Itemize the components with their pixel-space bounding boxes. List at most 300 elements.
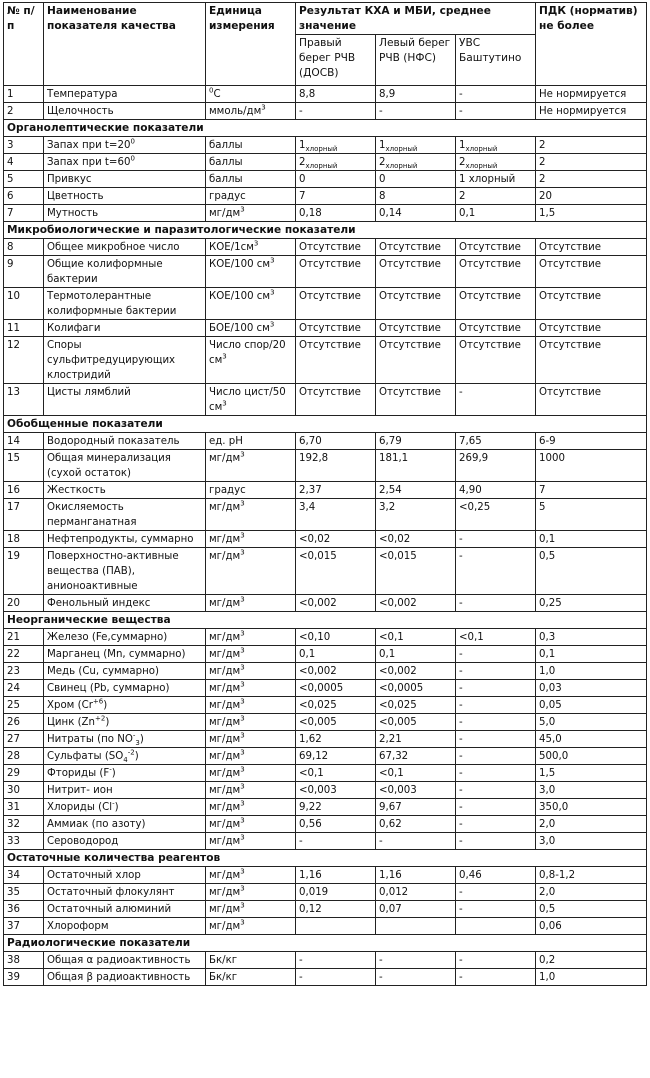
cell-indicator-name: Марганец (Mn, суммарно) [44,646,206,663]
cell-uvs [456,918,536,935]
cell-indicator-name: Остаточный флокулянт [44,884,206,901]
cell-right-bank: <0,025 [296,697,376,714]
cell-number: 11 [4,320,44,337]
cell-unit: $мг/дм^3$ [206,765,296,782]
table-row [4,782,647,799]
table-row [4,86,647,103]
cell-uvs: <0,1 [456,629,536,646]
cell-right-bank: 3,4 [296,499,376,531]
cell-pdk: 0,5 [536,548,647,595]
cell-right-bank: 9,22 [296,799,376,816]
table-row [4,205,647,222]
cell-pdk: 2 [536,171,647,188]
cell-uvs: - [456,531,536,548]
cell-right-bank: Отсутствие [296,256,376,288]
cell-left-bank: - [376,833,456,850]
cell-uvs: - [456,782,536,799]
cell-right-bank: <0,02 [296,531,376,548]
cell-uvs: - [456,86,536,103]
table-row [4,867,647,884]
cell-pdk: 1000 [536,450,647,482]
cell-uvs: - [456,765,536,782]
cell-number: 16 [4,482,44,499]
table-row [4,765,647,782]
cell-unit: $мг/дм^3$ [206,450,296,482]
table-row [4,103,647,120]
cell-unit: Бк/кг [206,969,296,986]
cell-unit: $мг/дм^3$ [206,799,296,816]
cell-uvs: 1 хлорный [456,171,536,188]
cell-indicator-name: Щелочность [44,103,206,120]
cell-unit: баллы [206,171,296,188]
cell-indicator-name: Аммиак (по азоту) [44,816,206,833]
cell-left-bank: 0,14 [376,205,456,222]
cell-right-bank: Отсутствие [296,239,376,256]
cell-number: 26 [4,714,44,731]
header-pdk: ПДК (норматив) не более [536,3,647,86]
cell-right-bank: 0,1 [296,646,376,663]
table-row [4,499,647,531]
cell-left-bank: <0,015 [376,548,456,595]
table-row [4,154,647,171]
water-quality-table [3,2,647,986]
table-row [4,595,647,612]
cell-right-bank: <0,003 [296,782,376,799]
table-row [4,629,647,646]
cell-right-bank: 1,16 [296,867,376,884]
table-row [4,816,647,833]
section-row [4,416,647,433]
table-header [4,3,647,86]
cell-unit: $мг/дм^3$ [206,714,296,731]
cell-left-bank: 0,62 [376,816,456,833]
cell-right-bank: $1_{хлорный}$ [296,137,376,154]
cell-number: 37 [4,918,44,935]
cell-number: 14 [4,433,44,450]
cell-indicator-name: Медь (Cu, суммарно) [44,663,206,680]
cell-unit: $мг/дм^3$ [206,680,296,697]
table-row [4,969,647,986]
cell-left-bank: 2,54 [376,482,456,499]
cell-pdk: 0,1 [536,531,647,548]
cell-right-bank: 1,62 [296,731,376,748]
cell-pdk: 0,05 [536,697,647,714]
section-title: Обобщенные показатели [4,416,647,433]
cell-number: 10 [4,288,44,320]
cell-right-bank: 0,56 [296,816,376,833]
cell-indicator-name: Температура [44,86,206,103]
cell-left-bank: Отсутствие [376,337,456,384]
cell-left-bank: 8,9 [376,86,456,103]
cell-uvs: - [456,833,536,850]
cell-indicator-name: Общая α радиоактивность [44,952,206,969]
cell-right-bank [296,918,376,935]
table-row [4,188,647,205]
cell-pdk: 2,0 [536,816,647,833]
cell-indicator-name: Хлориды (Cl-) [44,799,206,816]
cell-number: 32 [4,816,44,833]
cell-uvs: Отсутствие [456,320,536,337]
cell-right-bank: <0,10 [296,629,376,646]
cell-left-bank: Отсутствие [376,384,456,416]
cell-number: 9 [4,256,44,288]
cell-unit: градус [206,188,296,205]
cell-number: 25 [4,697,44,714]
cell-right-bank: 69,12 [296,748,376,765]
cell-pdk: 2 [536,137,647,154]
cell-left-bank: <0,025 [376,697,456,714]
cell-number: 21 [4,629,44,646]
cell-pdk: 3,0 [536,782,647,799]
cell-unit: $мг/дм^3$ [206,499,296,531]
cell-indicator-name: Поверхностно-активные вещества (ПАВ), анионоактивные [44,548,206,595]
section-row [4,120,647,137]
cell-left-bank: Отсутствие [376,239,456,256]
cell-indicator-name: Цисты лямблий [44,384,206,416]
cell-indicator-name: Запах при $t=20^0$ [44,137,206,154]
cell-right-bank: $2_{хлорный}$ [296,154,376,171]
cell-indicator-name: Хлороформ [44,918,206,935]
cell-right-bank: Отсутствие [296,320,376,337]
cell-indicator-name: Железо (Fe,суммарно) [44,629,206,646]
cell-right-bank: <0,002 [296,595,376,612]
cell-left-bank: - [376,969,456,986]
cell-indicator-name: Общее микробное число [44,239,206,256]
table-row [4,680,647,697]
table-row [4,320,647,337]
cell-left-bank [376,918,456,935]
cell-number: 15 [4,450,44,482]
table-row [4,901,647,918]
section-row [4,935,647,952]
table-row [4,952,647,969]
cell-pdk: 0,2 [536,952,647,969]
cell-pdk: 0,8-1,2 [536,867,647,884]
cell-right-bank: - [296,952,376,969]
cell-right-bank: <0,1 [296,765,376,782]
cell-number: 23 [4,663,44,680]
cell-indicator-name: Фенольный индекс [44,595,206,612]
cell-indicator-name: Остаточный хлор [44,867,206,884]
table-row [4,697,647,714]
table-row [4,171,647,188]
cell-uvs: $2_{хлорный}$ [456,154,536,171]
table-row [4,833,647,850]
header-right-bank: Правый берег РЧВ (ДОСВ) [296,35,376,86]
cell-uvs: - [456,384,536,416]
cell-uvs: - [456,714,536,731]
cell-number: 7 [4,205,44,222]
cell-left-bank: 0 [376,171,456,188]
cell-unit: ммоль/$дм^3$ [206,103,296,120]
cell-right-bank: 6,70 [296,433,376,450]
cell-uvs: 4,90 [456,482,536,499]
cell-right-bank: Отсутствие [296,288,376,320]
cell-right-bank: 0 [296,171,376,188]
cell-pdk: Отсутствие [536,288,647,320]
cell-unit: $мг/дм^3$ [206,731,296,748]
section-title: Остаточные количества реагентов [4,850,647,867]
cell-left-bank: - [376,103,456,120]
cell-pdk: 20 [536,188,647,205]
cell-left-bank: Отсутствие [376,288,456,320]
cell-number: 12 [4,337,44,384]
cell-number: 1 [4,86,44,103]
cell-uvs: - [456,901,536,918]
cell-uvs: 7,65 [456,433,536,450]
cell-unit: КОЕ/100 $см^3$ [206,256,296,288]
cell-unit: КОЕ/100 $см^3$ [206,288,296,320]
cell-uvs: - [456,548,536,595]
cell-right-bank: 192,8 [296,450,376,482]
table-row [4,256,647,288]
table-row [4,884,647,901]
cell-right-bank: - [296,833,376,850]
cell-indicator-name: Колифаги [44,320,206,337]
table-row [4,748,647,765]
cell-number: 36 [4,901,44,918]
cell-indicator-name: Нитраты (по $NO^-_3$) [44,731,206,748]
cell-pdk: 2 [536,154,647,171]
section-row [4,850,647,867]
header-left-bank: Левый берег РЧВ (НФС) [376,35,456,86]
cell-unit: БОЕ/100 $см^3$ [206,320,296,337]
table-row [4,384,647,416]
section-title: Микробиологические и паразитологические показатели [4,222,647,239]
cell-right-bank: <0,002 [296,663,376,680]
cell-unit: $мг/дм^3$ [206,595,296,612]
cell-number: 39 [4,969,44,986]
section-title: Неорганические вещества [4,612,647,629]
cell-pdk: 350,0 [536,799,647,816]
cell-number: 24 [4,680,44,697]
cell-number: 6 [4,188,44,205]
cell-unit: $мг/дм^3$ [206,748,296,765]
cell-indicator-name: Общая минерализация (сухой остаток) [44,450,206,482]
table-row [4,548,647,595]
cell-left-bank: <0,003 [376,782,456,799]
cell-indicator-name: Цинк $(Zn^{+2})$ [44,714,206,731]
cell-pdk: 1,0 [536,663,647,680]
cell-left-bank: <0,005 [376,714,456,731]
header-uvs: УВС Баштутино [456,35,536,86]
cell-unit: КОЕ/$1см^3$ [206,239,296,256]
table-row [4,433,647,450]
cell-number: 30 [4,782,44,799]
cell-unit: Бк/кг [206,952,296,969]
cell-left-bank: Отсутствие [376,320,456,337]
cell-unit: $мг/дм^3$ [206,884,296,901]
cell-unit: $мг/дм^3$ [206,901,296,918]
cell-uvs: - [456,952,536,969]
cell-indicator-name: Нитрит- ион [44,782,206,799]
table-row [4,918,647,935]
cell-number: 3 [4,137,44,154]
cell-pdk: 1,0 [536,969,647,986]
cell-right-bank: 8,8 [296,86,376,103]
cell-left-bank: <0,1 [376,765,456,782]
cell-right-bank: 0,18 [296,205,376,222]
cell-uvs: Отсутствие [456,337,536,384]
section-row [4,222,647,239]
table-row [4,337,647,384]
cell-number: 38 [4,952,44,969]
table-row [4,663,647,680]
cell-indicator-name: Нефтепродукты, суммарно [44,531,206,548]
cell-uvs: - [456,646,536,663]
table-row [4,646,647,663]
cell-number: 4 [4,154,44,171]
cell-indicator-name: Запах при $t=60^0$ [44,154,206,171]
cell-right-bank: <0,0005 [296,680,376,697]
table-row [4,531,647,548]
cell-left-bank: <0,02 [376,531,456,548]
cell-left-bank: Отсутствие [376,256,456,288]
cell-pdk: 0,06 [536,918,647,935]
cell-number: 8 [4,239,44,256]
cell-left-bank: <0,1 [376,629,456,646]
cell-uvs: - [456,884,536,901]
cell-number: 27 [4,731,44,748]
cell-indicator-name: Остаточный алюминий [44,901,206,918]
cell-right-bank: - [296,103,376,120]
table-row [4,731,647,748]
cell-unit: $мг/дм^3$ [206,548,296,595]
section-row [4,612,647,629]
header-unit: Единица измерения [206,3,296,86]
cell-uvs: - [456,697,536,714]
cell-pdk: 0,03 [536,680,647,697]
cell-number: 29 [4,765,44,782]
cell-right-bank: 2,37 [296,482,376,499]
cell-indicator-name: Термотолерантные колиформные бактерии [44,288,206,320]
cell-uvs: Отсутствие [456,288,536,320]
cell-pdk: 6-9 [536,433,647,450]
cell-indicator-name: Окисляемость перманганатная [44,499,206,531]
cell-uvs: 269,9 [456,450,536,482]
section-title: Радиологические показатели [4,935,647,952]
cell-pdk: 0,25 [536,595,647,612]
cell-pdk: Отсутствие [536,384,647,416]
cell-unit: $мг/дм^3$ [206,816,296,833]
cell-uvs: - [456,663,536,680]
cell-left-bank: $1_{хлорный}$ [376,137,456,154]
cell-number: 19 [4,548,44,595]
cell-number: 28 [4,748,44,765]
cell-number: 13 [4,384,44,416]
cell-unit: $мг/дм^3$ [206,697,296,714]
cell-left-bank: 8 [376,188,456,205]
cell-indicator-name: Водородный показатель [44,433,206,450]
table-row [4,137,647,154]
cell-uvs: - [456,595,536,612]
cell-unit: $мг/дм^3$ [206,867,296,884]
cell-right-bank: Отсутствие [296,384,376,416]
cell-pdk: Не нормируется [536,103,647,120]
cell-left-bank: 3,2 [376,499,456,531]
cell-uvs: - [456,748,536,765]
cell-right-bank: <0,005 [296,714,376,731]
cell-left-bank: 6,79 [376,433,456,450]
cell-uvs: - [456,103,536,120]
cell-right-bank: 0,019 [296,884,376,901]
cell-number: 34 [4,867,44,884]
cell-number: 2 [4,103,44,120]
cell-number: 35 [4,884,44,901]
cell-pdk: 5 [536,499,647,531]
cell-pdk: 1,5 [536,205,647,222]
cell-number: 33 [4,833,44,850]
cell-pdk: 5,0 [536,714,647,731]
cell-left-bank: <0,002 [376,663,456,680]
table-row [4,239,647,256]
header-result: Результат КХА и МБИ, среднее значение [296,3,536,35]
cell-number: 31 [4,799,44,816]
cell-right-bank: 7 [296,188,376,205]
table-body [4,86,647,986]
cell-unit: $мг/дм^3$ [206,663,296,680]
cell-uvs: 0,46 [456,867,536,884]
section-title: Органолептические показатели [4,120,647,137]
cell-uvs: Отсутствие [456,239,536,256]
table-row [4,482,647,499]
cell-unit: ед. pH [206,433,296,450]
cell-uvs: 2 [456,188,536,205]
cell-unit: Число цист/50 $см^3$ [206,384,296,416]
cell-pdk: Отсутствие [536,320,647,337]
header-name: Наименование показателя качества [44,3,206,86]
cell-right-bank: 0,12 [296,901,376,918]
table-row [4,450,647,482]
cell-uvs: <0,25 [456,499,536,531]
cell-left-bank: <0,0005 [376,680,456,697]
cell-unit: $мг/дм^3$ [206,782,296,799]
cell-indicator-name: Цветность [44,188,206,205]
cell-pdk: 500,0 [536,748,647,765]
cell-number: 20 [4,595,44,612]
cell-indicator-name: Мутность [44,205,206,222]
cell-unit: градус [206,482,296,499]
cell-unit: $мг/дм^3$ [206,833,296,850]
cell-indicator-name: Сульфаты $(SO_4^{-2})$ [44,748,206,765]
cell-indicator-name: Привкус [44,171,206,188]
cell-pdk: 7 [536,482,647,499]
cell-unit: $мг/дм^3$ [206,918,296,935]
cell-pdk: Не нормируется [536,86,647,103]
cell-unit: баллы [206,154,296,171]
cell-number: 5 [4,171,44,188]
table-row [4,288,647,320]
cell-right-bank: - [296,969,376,986]
cell-uvs: Отсутствие [456,256,536,288]
cell-pdk: 0,1 [536,646,647,663]
cell-unit: $мг/дм^3$ [206,629,296,646]
cell-uvs: - [456,680,536,697]
cell-indicator-name: Общие колиформные бактерии [44,256,206,288]
cell-left-bank: 2,21 [376,731,456,748]
cell-left-bank: 0,012 [376,884,456,901]
cell-pdk: Отсутствие [536,239,647,256]
cell-indicator-name: Общая β радиоактивность [44,969,206,986]
cell-left-bank: 9,67 [376,799,456,816]
cell-left-bank: <0,002 [376,595,456,612]
cell-left-bank: 0,07 [376,901,456,918]
cell-left-bank: - [376,952,456,969]
cell-indicator-name: Свинец (Pb, суммарно) [44,680,206,697]
cell-left-bank: 0,1 [376,646,456,663]
cell-unit: $^0$С [206,86,296,103]
table-row [4,799,647,816]
